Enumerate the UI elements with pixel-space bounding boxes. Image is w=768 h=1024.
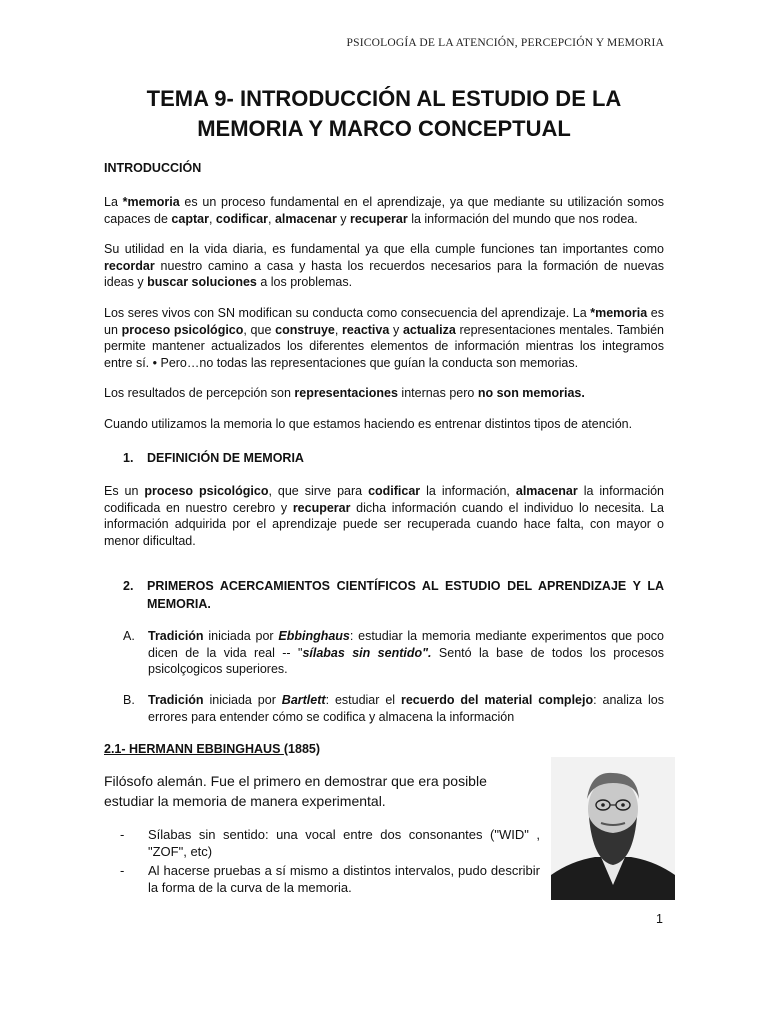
text: la información codificada en nuestro cerebro y [104,484,664,515]
bold-italic-text: Bartlett [281,693,326,707]
text: Los seres vivos con SN modifican su conducta como consecuencia del aprendizaje. La [104,306,591,320]
text: la información del mundo que nos rodea. [407,211,638,226]
bold-text: captar [171,211,209,226]
section-number: 1. [123,451,134,465]
list-item-b [123,692,664,725]
bold-text: codificar [215,211,269,226]
section-1-heading [123,449,664,467]
text: es un [104,306,664,337]
intro-paragraph-3 [104,305,664,371]
bold-text: no son memorias. [477,386,585,400]
intro-heading: INTRODUCCIÓN [104,161,202,175]
text: : estudiar el [325,693,401,707]
list-item-a [123,628,664,678]
title-line-1: TEMA 9- INTRODUCCIÓN AL ESTUDIO DE LA [146,86,622,111]
list-text [123,628,664,678]
ebbinghaus-intro: Filósofo alemán. Fue el primero en demostrar que era posible estudiar la memoria de manera experimental. [104,773,487,809]
intro-paragraph-1 [104,194,664,227]
section-1-paragraph [104,483,664,549]
bold-text: recordar [104,258,155,273]
section-2-heading [123,577,664,613]
text: : estudiar la memoria mediante experimentos que poco dicen de la vida real -- " [148,629,665,660]
list-text [123,692,664,725]
text: nuestro camino a casa y hasta los recuerdos necesarios para la formación de nuevas ideas y [104,258,664,289]
bold-text: reactiva [342,322,390,337]
text: internas pero [397,386,478,400]
bold-text: codificar [368,484,421,498]
bold-text: proceso psicológico [144,484,269,498]
text: , que sirve para [268,484,369,498]
text: a los problemas. [256,275,353,289]
bold-text: almacenar [515,484,578,498]
intro-paragraph-2 [104,241,664,291]
section-title: DEFINICIÓN DE MEMORIA [147,451,304,465]
bold-text: *memoria [122,195,180,209]
intro-paragraph-4 [104,385,664,402]
text: Es un [104,484,145,498]
bold-text: recuperar [350,211,408,226]
bold-text: recuerdo del material complejo [400,693,594,707]
running-header: PSICOLOGÍA DE LA ATENCIÓN, PERCEPCIÓN Y MEMORIA [346,37,664,49]
page-number: 1 [656,912,663,926]
bullet-item-1 [120,826,540,860]
bold-text: Tradición [148,693,204,707]
text: y [336,211,351,226]
text: iniciada por [203,693,282,707]
bullet-item-2 [120,862,540,896]
heading-year: (1885) [283,742,321,756]
bullet-marker: - [120,863,125,878]
text: es un proceso fundamental en el aprendizaje, ya que mediante su utilización somos capaces de [104,195,664,226]
text: , que [243,322,276,337]
bold-text: proceso psicológico [121,322,244,337]
text: : analiza los errores para entender cómo se codifica y almacena la información [148,693,665,724]
bullet-text: Al hacerse pruebas a sí mismo a distintos intervalos, pudo describir la forma de la curva de la memoria. [148,863,540,895]
list-marker: B. [123,693,135,707]
text: dicha información cuando el individuo lo necesita. La información adquirida por el aprendizaje puede ser recuperada cuando hace falta, con mayor o menor dificultad. [104,500,664,548]
bold-text: Tradición [148,629,204,643]
bullet-marker: - [120,827,125,842]
text: , [334,322,343,337]
bold-text: *memoria [590,306,648,320]
text: Los resultados de percepción son [104,386,295,400]
text: iniciada por [203,629,279,643]
bold-italic-text: sílabas sin sentido". [302,645,432,660]
list-marker: A. [123,629,135,643]
bold-text: almacenar [274,211,337,226]
title-line-2: MEMORIA Y MARCO CONCEPTUAL [197,116,571,141]
bold-italic-text: Ebbinghaus [278,629,350,643]
text: Sentó la base de todos los procesos psicolçogicos superiores. [148,645,664,676]
section-title: PRIMEROS ACERCAMIENTOS CIENTÍFICOS AL ESTUDIO DEL APRENDIZAJE Y LA MEMORIA. [147,579,664,611]
bold-text: construye [275,322,335,337]
section-number: 2. [123,579,134,593]
ebbinghaus-portrait-image [551,757,675,900]
bold-text: actualiza [402,322,456,337]
text: , [268,211,275,226]
portrait-illustration [551,757,675,900]
bold-text: recuperar [292,500,351,515]
text: representaciones mentales. También permite mantener actualizados los diferentes elementos de información mientras los integramos entre sí. • Pero…no todas las representaciones que guían la conducta son memorias. [104,322,664,370]
text: la información, [420,484,516,498]
text: Su utilidad en la vida diaria, es fundamental ya que ella cumple funciones tan importantes como [104,242,664,256]
page-title [104,84,664,144]
section-2-1-heading [104,741,664,758]
intro-paragraph-5: Cuando utilizamos la memoria lo que estamos haciendo es entrenar distintos tipos de atención. [104,417,633,431]
bold-text: representaciones [294,386,398,400]
underlined-heading: 2.1- HERMANN EBBINGHAUS [104,742,284,756]
text: y [389,322,403,337]
text: La [104,195,123,209]
bold-text: buscar soluciones [147,275,257,289]
bullet-text: Sílabas sin sentido: una vocal entre dos consonantes ("WID" , "ZOF", etc) [148,827,540,859]
text: , [208,211,216,226]
